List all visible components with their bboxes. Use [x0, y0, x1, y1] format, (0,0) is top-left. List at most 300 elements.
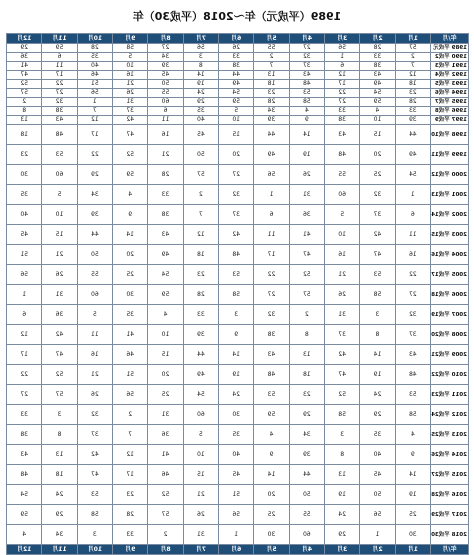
table-cell: 37	[289, 62, 324, 71]
table-cell: 35	[183, 107, 218, 116]
table-cell: 59	[113, 165, 148, 185]
table-cell: 56	[360, 505, 395, 525]
table-cell: 57	[395, 44, 430, 53]
table-cell: 7	[254, 62, 289, 71]
table-cell: 58	[395, 405, 430, 425]
table-cell: 49	[219, 80, 254, 89]
table-cell: 44	[77, 225, 112, 245]
table-cell: 5	[219, 107, 254, 116]
table-cell: 59	[148, 285, 183, 305]
table-cell: 31	[183, 525, 218, 545]
table-cell: 9	[395, 445, 430, 465]
table-cell: 54	[395, 165, 430, 185]
row-year-label: 1994 平成6	[431, 89, 469, 98]
column-header: 8月	[148, 34, 183, 44]
table-cell: 14	[289, 125, 324, 145]
table-cell: 47	[289, 245, 324, 265]
footer-row	[7, 545, 469, 555]
column-header: 1月	[395, 34, 430, 44]
row-year-label: 1996 平成8	[431, 107, 469, 116]
table-cell: 1	[219, 525, 254, 545]
table-cell: 17	[113, 465, 148, 485]
table-cell: 22	[325, 89, 360, 98]
table-cell: 51	[7, 245, 42, 265]
table-cell: 48	[7, 465, 42, 485]
table-cell: 14	[360, 345, 395, 365]
table-row	[7, 345, 469, 365]
column-header: 11月	[42, 34, 77, 44]
table-cell: 50	[148, 80, 183, 89]
header-row	[7, 34, 469, 44]
table-cell: 33	[325, 107, 360, 116]
table-cell: 20	[254, 485, 289, 505]
table-row	[7, 385, 469, 405]
table-cell: 32	[219, 185, 254, 205]
table-cell: 34	[42, 525, 77, 545]
table-cell: 35	[7, 185, 42, 205]
table-cell: 56	[254, 165, 289, 185]
table-cell: 28	[183, 285, 218, 305]
table-cell: 26	[113, 89, 148, 98]
table-cell: 54	[148, 265, 183, 285]
table-cell: 19	[325, 485, 360, 505]
table-cell: 57	[289, 285, 324, 305]
table-cell: 24	[325, 505, 360, 525]
table-cell: 33	[219, 53, 254, 62]
table-cell: 10	[360, 116, 395, 125]
table-cell: 28	[395, 98, 430, 107]
table-cell: 19	[289, 145, 324, 165]
table-row	[7, 365, 469, 385]
table-cell: 23	[113, 485, 148, 505]
row-year-label: 2017 平成29	[431, 505, 469, 525]
table-cell: 17	[7, 345, 42, 365]
table-cell: 39	[395, 116, 430, 125]
table-cell: 22	[77, 145, 112, 165]
table-cell: 3	[77, 525, 112, 545]
table-cell: 3	[183, 53, 218, 62]
table-cell: 49	[360, 80, 395, 89]
table-cell: 33	[148, 185, 183, 205]
table-cell: 50	[360, 485, 395, 505]
table-cell: 34	[289, 425, 324, 445]
table-cell: 21	[113, 80, 148, 89]
table-cell: 9	[113, 205, 148, 225]
table-cell: 30	[7, 165, 42, 185]
table-cell: 46	[148, 465, 183, 485]
table-cell: 5	[183, 425, 218, 445]
table-cell: 44	[289, 465, 324, 485]
table-cell: 14	[113, 225, 148, 245]
table-cell: 8	[42, 425, 77, 445]
column-header: 4月	[289, 34, 324, 44]
table-cell: 55	[325, 165, 360, 185]
table-row	[7, 185, 469, 205]
row-year-label: 2014 平成26	[431, 445, 469, 465]
table-cell: 32	[395, 305, 430, 325]
table-cell: 10	[148, 325, 183, 345]
table-cell: 30	[113, 285, 148, 305]
table-cell: 38	[325, 116, 360, 125]
table-row	[7, 53, 469, 62]
table-cell: 8	[183, 62, 218, 71]
table-cell: 38	[42, 107, 77, 116]
table-cell: 13	[7, 116, 42, 125]
table-row	[7, 116, 469, 125]
table-cell: 44	[395, 125, 430, 145]
table-cell: 40	[183, 116, 218, 125]
table-cell: 38	[7, 425, 42, 445]
table-cell: 19	[360, 365, 395, 385]
table-cell: 47	[325, 365, 360, 385]
table-row	[7, 125, 469, 145]
table-cell: 48	[254, 365, 289, 385]
table-row	[7, 245, 469, 265]
table-cell: 13	[325, 465, 360, 485]
table-cell: 36	[7, 53, 42, 62]
column-header: 9月	[113, 34, 148, 44]
table-cell: 57	[42, 385, 77, 405]
table-cell: 30	[219, 405, 254, 425]
table-cell: 2	[148, 525, 183, 545]
row-year-label: 1995 平成7	[431, 98, 469, 107]
table-cell: 22	[7, 365, 42, 385]
table-cell: 49	[395, 145, 430, 165]
table-cell: 11	[395, 225, 430, 245]
column-header: 11月	[42, 545, 77, 555]
table-cell: 29	[77, 165, 112, 185]
table-cell: 31	[289, 185, 324, 205]
table-cell: 39	[183, 325, 218, 345]
table-cell: 25	[360, 165, 395, 185]
table-cell: 32	[42, 98, 77, 107]
table-cell: 48	[289, 80, 324, 89]
table-cell: 8	[325, 445, 360, 465]
table-cell: 29	[42, 505, 77, 525]
table-cell: 2	[254, 53, 289, 62]
table-row	[7, 485, 469, 505]
table-row	[7, 285, 469, 305]
table-cell: 43	[325, 125, 360, 145]
table-cell: 53	[360, 265, 395, 285]
table-cell: 6	[42, 53, 77, 62]
table-cell: 34	[148, 53, 183, 62]
table-cell: 53	[219, 265, 254, 285]
table-cell: 6	[254, 205, 289, 225]
table-cell: 19	[219, 365, 254, 385]
table-cell: 45	[148, 71, 183, 80]
table-row	[7, 265, 469, 285]
table-cell: 6	[395, 205, 430, 225]
table-cell: 42	[360, 225, 395, 245]
table-cell: 26	[289, 165, 324, 185]
table-cell: 6	[7, 305, 42, 325]
table-cell: 37	[77, 425, 112, 445]
table-cell: 31	[113, 98, 148, 107]
table-cell: 44	[254, 125, 289, 145]
table-cell: 28	[254, 98, 289, 107]
table-cell: 43	[254, 345, 289, 365]
table-cell: 40	[77, 62, 112, 71]
column-header: 7月	[183, 545, 218, 555]
table-cell: 59	[254, 405, 289, 425]
table-cell: 51	[219, 485, 254, 505]
table-row	[7, 205, 469, 225]
table-cell: 11	[148, 116, 183, 125]
table-cell: 16	[148, 125, 183, 145]
table-cell: 40	[7, 205, 42, 225]
row-year-label: 2008 平成20	[431, 325, 469, 345]
row-year-label: 1990 平成2	[431, 53, 469, 62]
table-cell: 37	[219, 205, 254, 225]
table-cell: 56	[183, 44, 218, 53]
table-cell: 38	[148, 205, 183, 225]
table-cell: 4	[360, 107, 395, 116]
table-cell: 26	[183, 505, 218, 525]
table-cell: 22	[42, 80, 77, 89]
table-row	[7, 505, 469, 525]
table-cell: 39	[148, 62, 183, 71]
table-row	[7, 465, 469, 485]
table-cell: 4	[7, 525, 42, 545]
table-cell: 12	[325, 71, 360, 80]
table-footer	[7, 545, 469, 555]
table-cell: 49	[148, 245, 183, 265]
table-cell: 18	[254, 80, 289, 89]
table-cell: 26	[42, 265, 77, 285]
table-cell: 33	[360, 53, 395, 62]
table-cell: 34	[254, 107, 289, 116]
table-cell: 59	[42, 44, 77, 53]
table-cell: 21	[77, 365, 112, 385]
table-cell: 54	[360, 89, 395, 98]
row-year-label: 2013 平成25	[431, 425, 469, 445]
table-cell: 40	[360, 445, 395, 465]
table-cell: 28	[113, 505, 148, 525]
table-cell: 60	[183, 405, 218, 425]
table-cell: 58	[289, 98, 324, 107]
table-cell: 47	[77, 465, 112, 485]
column-header: 年/月	[431, 545, 469, 555]
table-cell: 20	[113, 245, 148, 265]
table-cell: 36	[148, 425, 183, 445]
table-cell: 18	[42, 465, 77, 485]
table-row	[7, 225, 469, 245]
table-cell: 46	[113, 345, 148, 365]
table-cell: 59	[360, 98, 395, 107]
table-cell: 3	[325, 425, 360, 445]
table-cell: 18	[289, 365, 324, 385]
table-cell: 50	[183, 145, 218, 165]
table-row	[7, 325, 469, 345]
table-cell: 20	[148, 365, 183, 385]
table-cell: 1	[325, 53, 360, 62]
column-header: 8月	[148, 545, 183, 555]
table-cell: 31	[42, 285, 77, 305]
table-cell: 37	[325, 325, 360, 345]
table-cell: 17	[254, 245, 289, 265]
table-cell: 56	[113, 385, 148, 405]
table-cell: 38	[219, 62, 254, 71]
page-title: 1989（平成元）年〜2018（平成30）年	[132, 10, 342, 23]
table-cell: 33	[183, 305, 218, 325]
table-cell: 5	[113, 53, 148, 62]
table-cell: 29	[289, 405, 324, 425]
table-cell: 15	[42, 225, 77, 245]
table-row	[7, 305, 469, 325]
table-cell: 4	[289, 107, 324, 116]
column-header: 3月	[325, 34, 360, 44]
table-cell: 57	[148, 505, 183, 525]
table-cell: 24	[183, 89, 218, 98]
table-cell: 43	[148, 225, 183, 245]
table-cell: 20	[219, 145, 254, 165]
table-cell: 5	[42, 185, 77, 205]
table-cell: 45	[183, 125, 218, 145]
table-wrapper	[7, 33, 469, 553]
table-cell: 43	[7, 445, 42, 465]
table-cell: 42	[77, 445, 112, 465]
table-cell: 18	[7, 125, 42, 145]
table-cell: 24	[360, 385, 395, 405]
table-cell: 23	[395, 89, 430, 98]
table-cell: 25	[113, 265, 148, 285]
table-cell: 10	[42, 205, 77, 225]
table-cell: 46	[77, 71, 112, 80]
table-cell: 45	[7, 225, 42, 245]
table-cell: 53	[77, 485, 112, 505]
table-cell: 6	[148, 107, 183, 116]
row-year-label: 2003 平成15	[431, 225, 469, 245]
table-cell: 45	[360, 465, 395, 485]
table-cell: 43	[395, 345, 430, 365]
table-cell: 7	[113, 425, 148, 445]
table-cell: 33	[395, 107, 430, 116]
table-cell: 55	[77, 265, 112, 285]
table-cell: 21	[42, 245, 77, 265]
table-cell: 8	[289, 325, 324, 345]
table-cell: 53	[289, 89, 324, 98]
table-cell: 15	[148, 345, 183, 365]
table-cell: 60	[42, 165, 77, 185]
table-cell: 7	[395, 62, 430, 71]
table-cell: 34	[77, 185, 112, 205]
table-cell: 11	[254, 225, 289, 245]
table-cell: 55	[254, 44, 289, 53]
table-cell: 10	[113, 62, 148, 71]
table-cell: 1	[77, 98, 112, 107]
table-cell: 12	[395, 71, 430, 80]
table-cell: 39	[77, 205, 112, 225]
row-year-label: 2007 平成19	[431, 305, 469, 325]
table-cell: 29	[325, 525, 360, 545]
table-cell: 39	[254, 116, 289, 125]
table-cell: 48	[219, 245, 254, 265]
table-cell: 42	[42, 325, 77, 345]
table-cell: 37	[113, 107, 148, 116]
table-cell: 55	[148, 89, 183, 98]
table-cell: 53	[395, 385, 430, 405]
table-cell: 12	[7, 325, 42, 345]
table-cell: 36	[42, 305, 77, 325]
table-row	[7, 98, 469, 107]
table-cell: 58	[113, 44, 148, 53]
table-cell: 28	[77, 44, 112, 53]
column-header: 7月	[183, 34, 218, 44]
table-cell: 21	[183, 485, 218, 505]
table-cell: 17	[325, 80, 360, 89]
column-header: 3月	[325, 545, 360, 555]
row-year-label: 1997 平成9	[431, 116, 469, 125]
table-cell: 14	[183, 71, 218, 80]
row-year-label: 1989 平成元	[431, 44, 469, 53]
column-header: 2月	[360, 34, 395, 44]
table-cell: 10	[219, 116, 254, 125]
table-cell: 2	[7, 98, 42, 107]
column-header: 12月	[7, 34, 42, 44]
table-cell: 49	[183, 365, 218, 385]
table-cell: 17	[42, 71, 77, 80]
row-year-label: 2005 平成17	[431, 265, 469, 285]
table-cell: 2	[289, 305, 324, 325]
column-header: 1月	[395, 545, 430, 555]
row-year-label: 2015 平成27	[431, 465, 469, 485]
table-cell: 13	[254, 71, 289, 80]
table-cell: 53	[254, 385, 289, 405]
table-row	[7, 405, 469, 425]
table-cell: 25	[254, 505, 289, 525]
table-row	[7, 525, 469, 545]
table-cell: 24	[42, 485, 77, 505]
row-year-label: 2011 平成23	[431, 385, 469, 405]
table-cell: 23	[254, 89, 289, 98]
table-cell: 23	[183, 265, 218, 285]
column-header: 10月	[77, 545, 112, 555]
column-header: 5月	[254, 34, 289, 44]
table-cell: 32	[254, 305, 289, 325]
table-cell: 41	[113, 325, 148, 345]
table-cell: 56	[7, 265, 42, 285]
table-cell: 9	[254, 445, 289, 465]
table-cell: 1	[7, 285, 42, 305]
table-cell: 10	[325, 225, 360, 245]
table-row	[7, 44, 469, 53]
table-cell: 2	[395, 53, 430, 62]
table-cell: 1	[395, 185, 430, 205]
table-row	[7, 145, 469, 165]
table-cell: 54	[219, 89, 254, 98]
row-year-label: 1999 平成11	[431, 145, 469, 165]
table-cell: 17	[77, 125, 112, 145]
table-cell: 48	[325, 145, 360, 165]
calendar-table	[6, 33, 469, 555]
table-cell: 30	[395, 525, 430, 545]
table-cell: 6	[325, 62, 360, 71]
table-cell: 35	[360, 425, 395, 445]
table-cell: 8	[360, 325, 395, 345]
table-cell: 42	[219, 225, 254, 245]
table-cell: 43	[42, 116, 77, 125]
table-cell: 14	[219, 345, 254, 365]
column-header: 6月	[219, 34, 254, 44]
table-cell: 52	[7, 80, 42, 89]
table-cell: 26	[77, 385, 112, 405]
table-cell: 27	[219, 165, 254, 185]
table-cell: 22	[254, 265, 289, 285]
table-cell: 22	[395, 265, 430, 285]
table-row	[7, 445, 469, 465]
table-cell: 44	[219, 71, 254, 80]
